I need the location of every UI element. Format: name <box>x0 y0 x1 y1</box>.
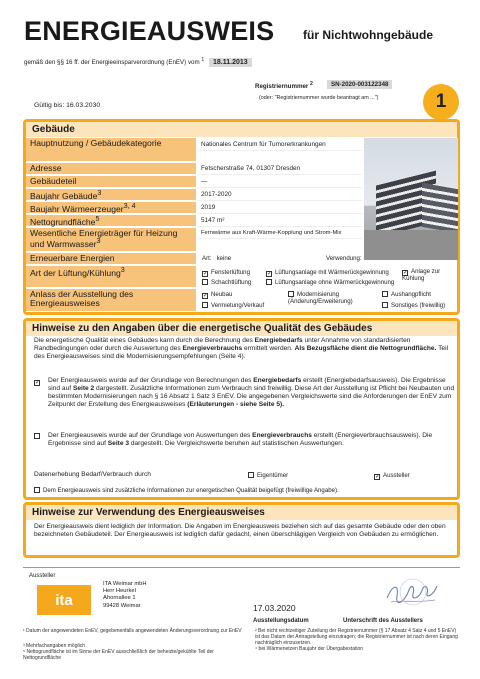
certificate-subtitle: für Nichtwohngebäude <box>303 28 433 42</box>
footnote-ref: 3, 4 <box>123 202 136 210</box>
label-occasion: Anlass der Ausstellung des Energieausweises <box>26 289 196 312</box>
building-photo <box>364 138 458 260</box>
demand-text-d: Seite 2 <box>72 385 95 393</box>
address-line: Ahornallee 1 <box>103 595 136 602</box>
label-heat-generator-year <box>26 202 196 214</box>
consumption-text-a: Der Energieausweis wurde auf der Grundlage von Auswertungen des <box>48 432 253 439</box>
building-photo-ground <box>364 230 458 260</box>
registration-label-text: Registriernummer <box>255 83 309 91</box>
footnote: ³ Mehrfachangaben möglich <box>23 643 85 649</box>
ventilation-window-label: Fensterlüftung <box>211 269 250 276</box>
label-ventilation-text: Art der Lüftung/Kühlung <box>30 267 121 278</box>
issuer-block <box>23 567 460 622</box>
checkbox-checked-icon[interactable]: ✓ <box>403 270 409 276</box>
renewable-type-value: keine <box>216 255 232 262</box>
checkbox-checked-icon[interactable]: ✓ <box>203 293 209 299</box>
ventilation-heat-recovery[interactable] <box>266 269 389 277</box>
hints-intro-text-b: Energiebedarfs <box>254 337 303 344</box>
hints-intro-text-d: Energieverbrauchs <box>182 345 243 353</box>
address-line: 99428 Weimar <box>103 602 141 609</box>
footnote: ¹ Datum der angewendeten EnEV, gegebenenfalls angewendeten Änderungsverordnung zur EnEV <box>23 628 242 634</box>
consumption-text-d: Seite 3 <box>107 440 130 448</box>
ventilation-shaft-label: Schachtlüftung <box>211 279 252 286</box>
enev-date: 18.11.2013 <box>209 58 252 67</box>
occasion-posting-duty-label: Aushangpflicht <box>391 291 431 298</box>
demand-certificate-checkbox[interactable] <box>34 378 43 386</box>
consumption-certificate-text <box>48 432 458 448</box>
occasion-other[interactable] <box>382 302 445 309</box>
ventilation-no-recovery[interactable] <box>266 279 394 286</box>
ita-logo: ita <box>37 585 91 615</box>
hints-intro-text-a: Die energetische Qualität eines Gebäudes kann durch die Berechnung des <box>34 337 255 344</box>
label-building-part: Gebäudeteil <box>26 176 196 188</box>
legal-basis-text: gemäß den §§ 16 ff. der Energieeinsparverordnung (EnEV) vom <box>24 59 200 67</box>
occasion-modernisation[interactable] <box>288 291 376 305</box>
label-net-floor-area <box>26 215 196 227</box>
registration-number: SN-2020-003122348 <box>327 80 392 89</box>
occasion-new-build[interactable] <box>202 291 232 299</box>
ventilation-shaft[interactable] <box>202 279 251 286</box>
footnote-ref: 3 <box>120 266 125 274</box>
demand-text-c: erstellt (Energiebedarfsausweis). Die Ergebnisse sind auf <box>48 377 446 393</box>
renewable-use-label: Verwendung: <box>326 255 362 262</box>
checkbox-empty-icon[interactable] <box>288 291 294 297</box>
data-by-issuer[interactable] <box>374 472 410 480</box>
issue-date-label: Ausstellungsdatum <box>253 618 309 624</box>
registration-label <box>255 81 313 90</box>
additional-info-checkbox[interactable] <box>34 487 339 494</box>
address-line: Herr Heurkel <box>103 588 136 595</box>
occasion-other-label: Sonstiges (freiwillig) <box>391 302 446 309</box>
energy-quality-hints-title: Hinweise zu den Angaben über die energetische Qualität des Gebäudes <box>26 321 457 336</box>
hints-intro <box>34 337 458 361</box>
consumption-text-b: Energieverbrauchs <box>252 432 312 439</box>
ventilation-no-recovery-label: Lüftungsanlage ohne Wärmerückgewinnung <box>275 279 395 286</box>
footnote-ref: 5 <box>95 215 100 223</box>
value-building-part: — <box>198 176 362 188</box>
footnotes-right <box>255 628 460 652</box>
occasion-rent-sale-label: Vermietung/Verkauf <box>211 302 265 309</box>
label-energy-carriers-text: Wesentliche Energieträger für Heizung und Warmwasser <box>30 228 178 249</box>
consumption-text-c: erstellt (Energieverbrauchsausweis). Die Ergebnisse sind auf <box>48 432 433 448</box>
consumption-text-e: dargestellt. Die Vergleichswerte beruhen auf statistischen Auswertungen. <box>129 440 344 448</box>
checkbox-empty-icon[interactable] <box>202 302 208 308</box>
checkbox-empty-icon[interactable] <box>382 302 388 308</box>
data-by-owner[interactable] <box>248 472 288 479</box>
page-number-badge: 1 <box>423 84 459 120</box>
footnotes-left <box>23 628 248 661</box>
demand-certificate-text <box>48 377 458 409</box>
value-year-built: 2017-2020 <box>198 189 362 201</box>
value-heat-generator-year: 2019 <box>198 202 362 214</box>
checkbox-empty-icon[interactable] <box>248 472 254 478</box>
label-year-built <box>26 189 196 201</box>
registration-note: (oder: "Registriernummer wurde beantragt am ...") <box>259 95 379 101</box>
energy-quality-hints-section <box>23 318 460 500</box>
signature-stamp <box>383 576 443 608</box>
building-section <box>23 119 460 315</box>
label-address: Adresse <box>26 163 196 175</box>
occasion-posting-duty[interactable] <box>382 291 431 298</box>
legal-basis <box>24 57 252 67</box>
checkbox-checked-icon[interactable]: ✓ <box>203 271 209 277</box>
energy-certificate-page <box>18 12 464 667</box>
label-net-floor-area-text: Nettogrundfläche <box>30 216 96 227</box>
usage-hints-text: Der Energieausweis dient lediglich der Information. Die Angaben im Energieausweis beziehen sich auf das gesamte Gebäude oder den oben bezeichneten Gebäudeteil. Der Energieausweis ist lediglich dafür gedacht, einen überschlägigen Vergleich von Gebäuden zu ermöglichen. <box>34 523 446 539</box>
value-address: Fetscherstraße 74, 01307 Dresden <box>198 163 362 175</box>
demand-text-b: Energiebedarfs <box>253 377 302 384</box>
footnote: ² Bei nicht rechtzeitiger Zuteilung der Registriernummer (§ 17 Absatz 4 Satz 4 und 5 EnEV) ist das Datum der Antragstellung einzutragen; die Registriernummer ist nach deren Eingang nachträglich einzusetzen. <box>255 628 458 646</box>
data-collection-label: Datenerhebung Bedarf/Verbrauch durch <box>34 471 151 478</box>
ventilation-cooling[interactable] <box>402 269 456 283</box>
demand-text-a: Der Energieausweis wurde auf der Grundlage von Berechnungen des <box>48 377 254 384</box>
label-main-use: Hauptnutzung / Gebäudekategorie <box>26 138 196 162</box>
hints-intro-text-g: Teil des Energieausweises sind die Modernisierungsempfehlungen (Seite 4). <box>34 345 449 361</box>
occasion-rent-sale[interactable] <box>202 302 264 309</box>
additional-info-label: Dem Energieausweis sind zusätzliche Informationen zur energetischen Qualität beigefügt (freiwillige Angabe). <box>43 487 339 494</box>
occasion-modernisation-label: Modernisierung (Änderung/Erweiterung) <box>288 291 353 305</box>
label-ventilation <box>26 266 196 288</box>
certificate-title: ENERGIEAUSWEIS <box>24 16 275 46</box>
value-energy-carriers: Fernwärme aus Kraft-Wärme-Kopplung und Strom-Mix <box>198 228 362 239</box>
value-main-use: Nationales Centrum für Tumorerkrankungen <box>198 139 362 151</box>
renewable-type-label: Art: <box>202 255 212 262</box>
footnotes <box>23 628 460 661</box>
data-by-issuer-label: Aussteller <box>383 472 410 479</box>
usage-hints-title: Hinweise zur Verwendung des Energieausweises <box>26 505 457 520</box>
consumption-certificate-checkbox[interactable] <box>34 433 43 440</box>
footnote-ref: 3 <box>97 189 102 197</box>
demand-text-f: (Erläuterungen - siehe Seite 5). <box>187 401 285 409</box>
valid-until: Gültig bis: 16.03.2030 <box>34 102 101 109</box>
checkbox-empty-icon[interactable] <box>202 279 208 285</box>
value-net-floor-area: 5147 m² <box>198 215 362 227</box>
ventilation-heat-recovery-label: Lüftungsanlage mit Wärmerückgewinnung <box>275 269 389 276</box>
label-heat-generator-text: Baujahr Wärmeerzeuger <box>30 203 124 214</box>
renewable-type <box>202 255 231 262</box>
checkbox-empty-icon[interactable] <box>266 279 272 285</box>
issuer-label: Aussteller <box>29 573 56 579</box>
footnote: ⁴ bei Wärmenetzen Baujahr der Übergabestation <box>255 646 364 652</box>
building-section-title: Gebäude <box>26 122 457 137</box>
data-by-owner-label: Eigentümer <box>257 472 289 479</box>
checkbox-empty-icon[interactable] <box>34 433 40 439</box>
ventilation-window[interactable] <box>202 269 250 277</box>
checkbox-checked-icon[interactable]: ✓ <box>35 380 41 386</box>
label-energy-carriers <box>26 228 196 252</box>
footnote: ⁵ Nettogrundfläche ist im Sinne der EnEV ausschließlich der beheizte/gekühlte Teil der Nettogrundfläche <box>23 649 214 661</box>
checkbox-checked-icon[interactable]: ✓ <box>375 474 381 480</box>
issuer-address <box>103 581 147 610</box>
hints-intro-text-e: ermittelt werden. <box>242 345 295 353</box>
label-year-built-text: Baujahr Gebäude <box>30 190 98 201</box>
address-line: ITA Weimar mbH <box>103 581 147 587</box>
hints-intro-text-c: unter Annahme von standardisierten Randbedingungen oder durch die Auswertung des <box>34 337 411 353</box>
footnote-ref: 3 <box>96 237 101 246</box>
checkbox-empty-icon[interactable] <box>382 291 388 297</box>
hints-intro-text-f: Als Bezugsfläche dient die Nettogrundfläche. <box>294 345 437 353</box>
legal-basis-footnote: 1 <box>201 57 205 63</box>
building-photo-wing-right <box>422 183 458 233</box>
demand-text-e: dargestellt. Zusätzliche Informationen zum Verbrauch sind freiwillig. Diese Art der Ausstellung ist Pflicht bei Neubauten und bestimmten Modernisierungen nach § 16 Absatz 1 Satz 3 EnEV. Die angegebenen Vergleichswerte sind die Anforderungen der EnEV zum Zeitpunkt der Erstellung des Energieausweises <box>48 385 455 409</box>
label-renewable-energy: Erneuerbare Energien <box>26 253 196 265</box>
issue-date: 17.03.2020 <box>253 603 296 613</box>
occasion-new-build-label: Neubau <box>211 291 233 298</box>
registration-footnote: 2 <box>310 81 313 87</box>
signature-label: Unterschrift des Ausstellers <box>343 618 423 624</box>
checkbox-checked-icon[interactable]: ✓ <box>267 271 273 277</box>
ventilation-cooling-label: Anlage zur Kühlung <box>402 268 441 282</box>
usage-hints-section <box>23 502 460 558</box>
checkbox-empty-icon[interactable] <box>34 487 40 493</box>
